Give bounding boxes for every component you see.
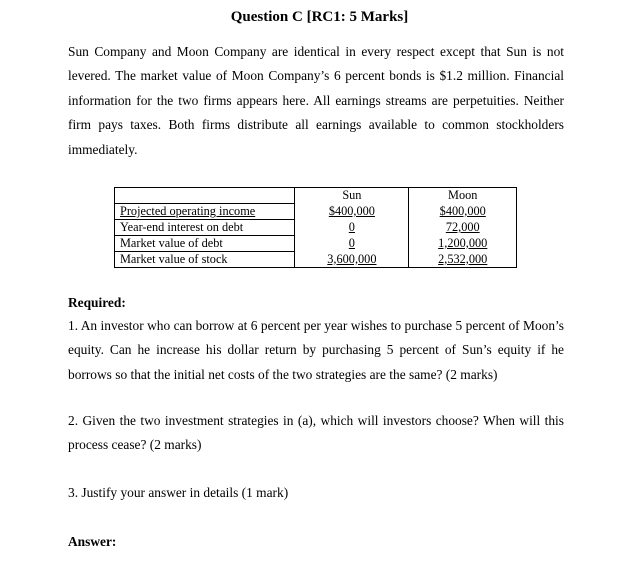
question-1: 1. An investor who can borrow at 6 percent per year wishes to purchase 5 percent of Moon’s equity. Can he increase his dollar return by purchasing 5 percent of Sun’s equity if he borrows so that the initial net costs of the two strategies are the same? (2 marks) [68,318,564,382]
question-2: 2. Given the two investment strategies in (a), which will investors choose? When will this process cease? (2 marks) [68,413,564,453]
moon-value-text: 72,000 [445,220,480,234]
row-label: Year-end interest on debt [115,220,295,236]
table-header-row [115,188,517,204]
question-3: 3. Justify your answer in details (1 mark) [68,485,289,500]
sun-value-text: 0 [348,236,355,250]
sun-value [295,204,409,220]
moon-value-text: $400,000 [439,204,486,218]
sun-value-text: $400,000 [328,204,375,218]
sun-value-text: 3,600,000 [327,251,377,266]
table-row [115,236,517,252]
table-row [115,204,517,220]
table-row [115,220,517,236]
sun-value [295,252,409,268]
moon-value [409,252,517,268]
sun-value-text: 0 [348,220,355,234]
question-title: Question C [RC1: 5 Marks] [230,9,409,25]
row-label-text: Projected operating income [120,204,256,218]
row-label: Market value of debt [115,236,295,252]
sun-value [295,236,409,252]
answer-heading: Answer: [68,534,117,549]
required-heading: Required: [68,295,126,310]
moon-value [409,220,517,236]
row-label: Market value of stock [115,252,295,268]
table-header-sun: Sun [295,188,409,204]
row-label [115,204,295,220]
table-header-moon: Moon [409,188,517,204]
moon-value-text: 1,200,000 [438,236,488,250]
question-intro-paragraph: Sun Company and Moon Company are identical in every respect except that Sun is not levered. The market value of Moon Company’s 6 percent bonds is $1.2 million. Financial information for the two firms appears here. All earnings streams are perpetuities. Neither firm pays taxes. Both firms distribute all earnings available to common stockholders immediately. [68,44,564,157]
table-header-blank [115,188,295,204]
moon-value [409,236,517,252]
table-row [115,252,517,268]
financial-data-table [114,187,517,268]
sun-value [295,220,409,236]
moon-value [409,204,517,220]
moon-value-text: 2,532,000 [438,251,488,266]
